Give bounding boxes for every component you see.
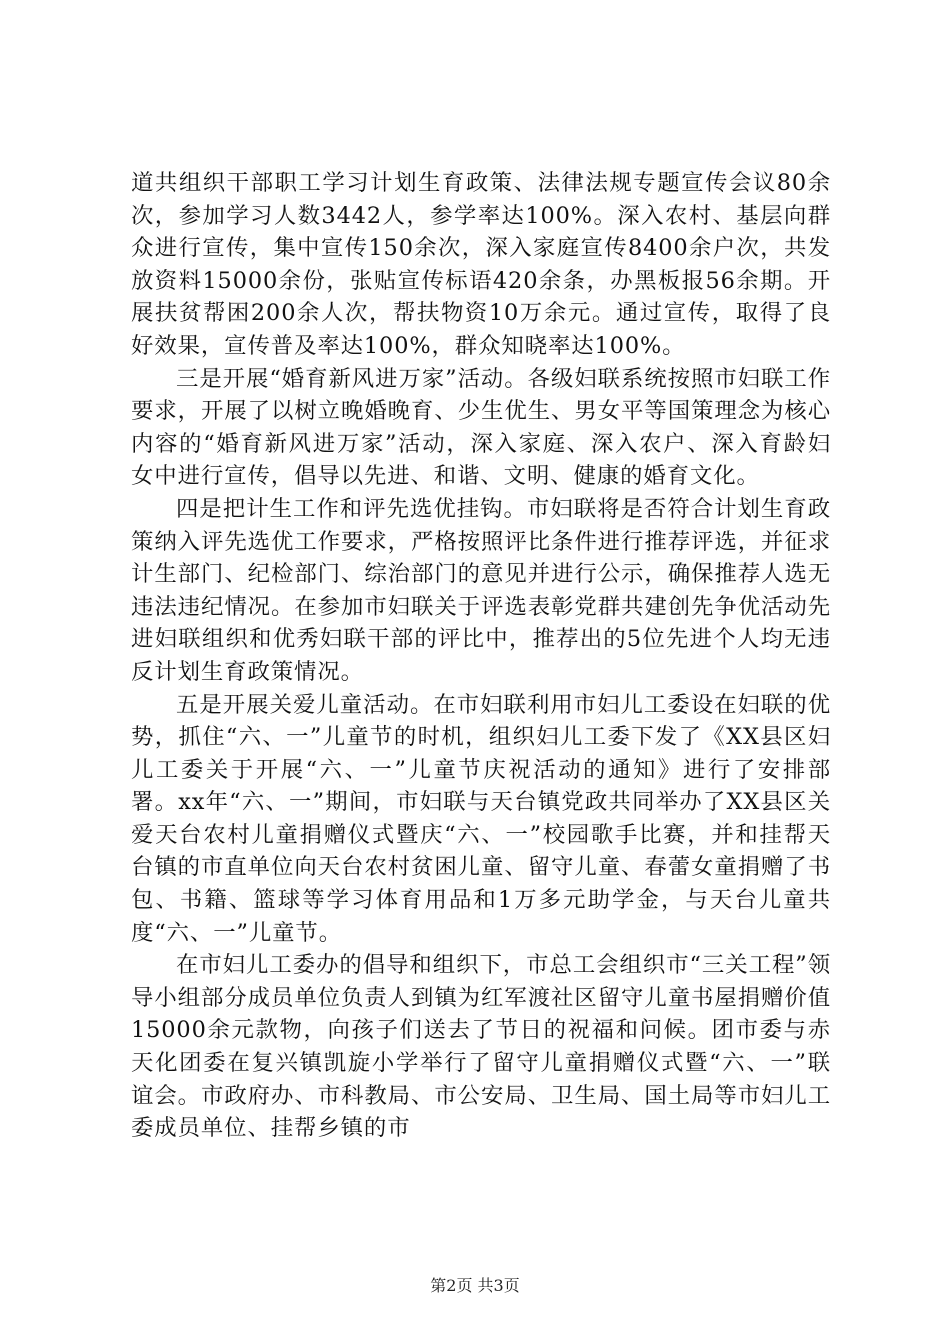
paragraph-5: 在市妇儿工委办的倡导和组织下，市总工会组织市“三关工程”领导小组部分成员单位负责人到镇为红军渡社区留守儿童书屋捐赠价值15000余元款物，向孩子们送去了节日的祝福和问候。团市委与赤天化团委在复兴镇凯旋小学举行了留守儿童捐赠仪式暨“六、一”联谊会。市政府办、市科教局、市公安局、卫生局、国土局等市妇儿工委成员单位、挂帮乡镇的市 — [131, 952, 831, 1142]
paragraph-1: 道共组织干部职工学习计划生育政策、法律法规专题宣传会议80余次，参加学习人数3442人，参学率达100%。深入农村、基层向群众进行宣传，集中宣传150余次，深入家庭宣传8400余户次，共发放资料15000余份，张贴宣传标语420余条，办黑板报56余期。开展扶贫帮困200余人次，帮扶物资10万余元。通过宣传，取得了良好效果，宣传普及率达100%，群众知晓率达100%。 — [131, 170, 831, 359]
paragraph-3: 四是把计生工作和评先选优挂钩。市妇联将是否符合计划生育政策纳入评先选优工作要求，严格按照评比条件进行推荐评选，并征求计生部门、纪检部门、综治部门的意见并进行公示，确保推荐人选无违法违纪情况。在参加市妇联关于评选表彰党群共建创先争优活动先进妇联组织和优秀妇联干部的评比中，推荐出的5位先进个人均无违反计划生育政策情况。 — [131, 495, 831, 685]
page-footer: 第2页 共3页 — [430, 1276, 520, 1295]
paragraph-2: 三是开展“婚育新风进万家”活动。各级妇联系统按照市妇联工作要求，开展了以树立晚婚晚育、少生优生、男女平等国策理念为核心内容的“婚育新风进万家”活动，深入家庭、深入农户、深入育龄妇女中进行宣传，倡导以先进、和谐、文明、健康的婚育文化。 — [131, 365, 831, 490]
document-body — [131, 167, 831, 1145]
paragraph-4: 五是开展关爱儿童活动。在市妇联利用市妇儿工委设在妇联的优势，抓住“六、一”儿童节的时机，组织妇儿工委下发了《XX县区妇儿工委关于开展“六、一”儿童节庆祝活动的通知》进行了安排部署。xx年“六、一”期间，市妇联与天台镇党政共同举办了XX县区关爱天台农村儿童捐赠仪式暨庆“六、一”校园歌手比赛，并和挂帮天台镇的市直单位向天台农村贫困儿童、留守儿童、春蕾女童捐赠了书包、书籍、篮球等学习体育用品和1万多元助学金，与天台儿童共度“六、一”儿童节。 — [131, 691, 831, 946]
